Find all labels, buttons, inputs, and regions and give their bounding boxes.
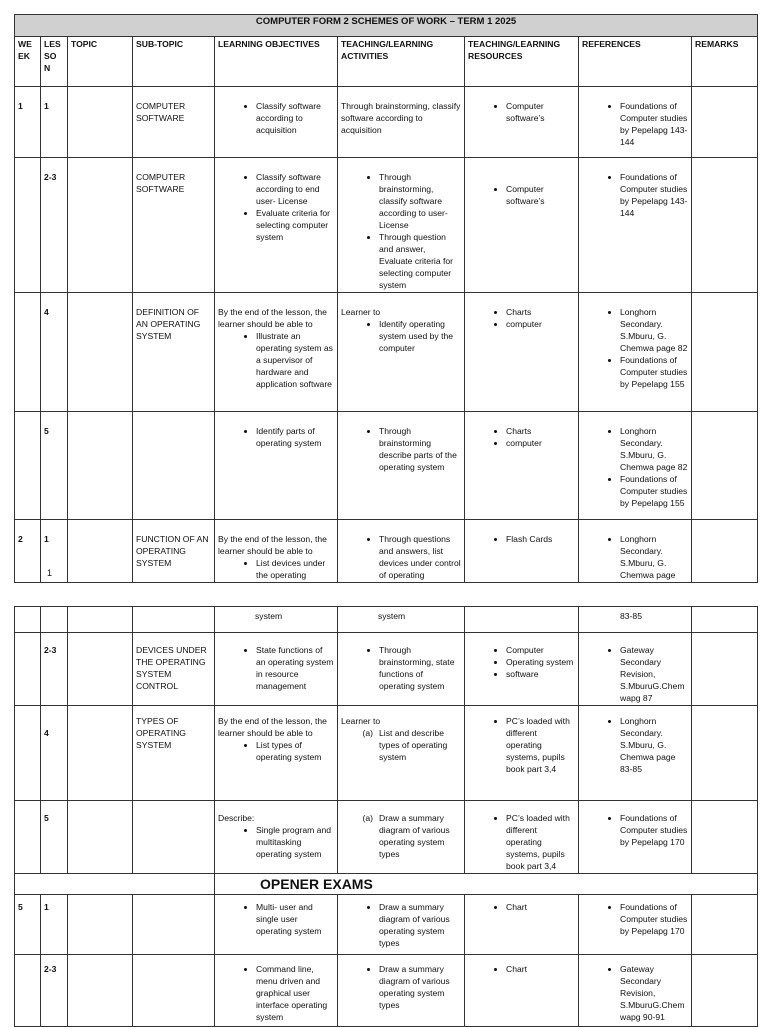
objectives-cell [215, 895, 338, 955]
list-item: • Foundations of Computer studies by Pepelapg 155 [620, 473, 688, 509]
scheme-table-page-1 [14, 14, 758, 583]
table-row [15, 607, 758, 633]
resources-cell [465, 633, 579, 706]
remarks-cell [692, 955, 758, 1027]
resources-cell [465, 520, 579, 583]
remarks-cell [692, 801, 758, 874]
subtopic-cell [133, 607, 215, 633]
activities-cell [338, 895, 465, 955]
list-marker: (a) [362, 728, 373, 738]
week-cell [15, 158, 41, 293]
topic-cell [68, 706, 133, 801]
references-cell [579, 706, 692, 801]
remarks-cell [692, 412, 758, 520]
activities-cell [338, 955, 465, 1027]
list-item: • Through brainstorming describe parts of the operating system [379, 425, 461, 473]
header-subtopic: SUB-TOPIC [133, 37, 215, 87]
activities-cell [338, 520, 465, 583]
objectives-cell [215, 293, 338, 412]
list-item: • Computer software’s [506, 100, 575, 124]
header-references: REFERENCES [579, 37, 692, 87]
list-item: • Identify parts of operating system [256, 425, 334, 449]
table-row [15, 87, 758, 158]
week-cell [15, 412, 41, 520]
banner-spacer [15, 874, 215, 895]
resources-cell [465, 293, 579, 412]
remarks-cell [692, 607, 758, 633]
list-item: • Multi- user and single user operating system [256, 901, 334, 937]
activities-cell [338, 412, 465, 520]
remarks-cell [692, 158, 758, 293]
week-cell [15, 607, 41, 633]
lesson-cell: 2-3 [41, 158, 68, 293]
subtopic-cell: DEVICES UNDER THE OPERATING SYSTEM CONTROL [133, 633, 215, 706]
subtopic-cell [133, 895, 215, 955]
subtopic-cell: DEFINITION OF AN OPERATING SYSTEM [133, 293, 215, 412]
activities-cell: system [338, 607, 465, 633]
list-item: • Gateway Secondary Revision, S.MburuG.Chemwapg 90-91 [620, 963, 688, 1023]
lesson-cell: 2-3 [41, 633, 68, 706]
activities-cell [338, 87, 465, 158]
lesson-cell: 2-3 [41, 955, 68, 1027]
lesson-cell: 4 [41, 293, 68, 412]
activities-intro: Learner to [341, 307, 381, 317]
header-lesson: LES SO N [41, 37, 68, 87]
week-cell [15, 633, 41, 706]
list-item: • computer [506, 437, 575, 449]
references-cell [579, 633, 692, 706]
resources-cell [465, 955, 579, 1027]
list-item: • Foundations of Computer studies by Pepelapg 143-144 [620, 100, 688, 148]
list-item: Draw a summary diagram of various operating system types [379, 813, 450, 859]
table-row [15, 955, 758, 1027]
list-item: • Through brainstorming, classify software according to user-License [379, 171, 461, 231]
table-row [15, 158, 758, 293]
activities-cell [338, 706, 465, 801]
resources-cell [465, 158, 579, 293]
week-cell [15, 955, 41, 1027]
remarks-cell [692, 87, 758, 158]
lesson-cell: 1 [41, 520, 68, 583]
subtopic-cell: TYPES OF OPERATING SYSTEM [133, 706, 215, 801]
list-item: • List types of operating system [256, 739, 334, 763]
topic-cell [68, 520, 133, 583]
list-item: • Longhorn Secondary. S.Mburu, G. Chemwa page 82 [620, 425, 688, 473]
references-cell [579, 158, 692, 293]
lesson-cell [41, 607, 68, 633]
table-row [15, 520, 758, 583]
list-item: • Evaluate criteria for selecting computer system [256, 207, 334, 243]
list-item: • Draw a summary diagram of various operating system types [379, 963, 461, 1011]
list-item: • Computer [506, 644, 575, 656]
resources-cell [465, 607, 579, 633]
remarks-cell [692, 520, 758, 583]
references-cell [579, 293, 692, 412]
header-week: WE EK [15, 37, 41, 87]
objectives-cell [215, 633, 338, 706]
subtopic-cell: COMPUTER SOFTWARE [133, 87, 215, 158]
objectives-cell: system [215, 607, 338, 633]
references-cell [579, 87, 692, 158]
scheme-title: COMPUTER FORM 2 SCHEMES OF WORK – TERM 1 2025 [15, 15, 758, 37]
objectives-intro: By the end of the lesson, the learner should be able to [218, 716, 327, 738]
activities-cell [338, 293, 465, 412]
exam-banner-row [15, 874, 758, 895]
lesson-cell: 1 [41, 87, 68, 158]
topic-cell [68, 158, 133, 293]
header-objectives: LEARNING OBJECTIVES [215, 37, 338, 87]
list-item: • Foundations of Computer studies by Pepelapg 155 [620, 354, 688, 390]
header-activities: TEACHING/LEARNING ACTIVITIES [338, 37, 465, 87]
resources-cell [465, 895, 579, 955]
list-item: • Through questions and answers, list devices under control of operating [379, 533, 461, 581]
list-item: • Draw a summary diagram of various operating system types [379, 901, 461, 949]
activities-cell [338, 633, 465, 706]
resources-cell [465, 412, 579, 520]
list-item: • Operating system [506, 656, 575, 668]
lesson-cell: 1 [41, 895, 68, 955]
references-cell [579, 520, 692, 583]
list-item: • Gateway Secondary Revision, S.MburuG.Chemwapg 87 [620, 644, 688, 704]
list-item: • Command line, menu driven and graphical user interface operating system [256, 963, 334, 1023]
list-item: • Foundations of Computer studies by Pepelapg 170 [620, 901, 688, 937]
subtopic-cell [133, 412, 215, 520]
activities-cell [338, 158, 465, 293]
list-item: • Charts [506, 306, 575, 318]
table-row [15, 801, 758, 874]
list-item: • Classify software according to end user- License [256, 171, 334, 207]
list-item: • State functions of an operating system in resource management [256, 644, 334, 692]
list-item: • software [506, 668, 575, 680]
topic-cell [68, 293, 133, 412]
objectives-cell [215, 801, 338, 874]
list-item: • Foundations of Computer studies by Pepelapg 170 [620, 812, 688, 848]
header-remarks: REMARKS [692, 37, 758, 87]
topic-cell [68, 801, 133, 874]
week-cell: 5 [15, 895, 41, 955]
list-item: • Chart [506, 901, 575, 913]
subtopic-cell [133, 801, 215, 874]
table-row [15, 633, 758, 706]
remarks-cell [692, 293, 758, 412]
resources-cell [465, 706, 579, 801]
list-item: • Through brainstorming, state functions of operating system [379, 644, 461, 692]
list-item: • Chart [506, 963, 575, 975]
list-item: • Illustrate an operating system as a supervisor of hardware and application software [256, 330, 334, 390]
list-item: • List devices under the operating [256, 557, 334, 581]
objectives-cell [215, 412, 338, 520]
topic-cell [68, 87, 133, 158]
list-item: List and describe types of operating system [379, 728, 448, 762]
subtopic-cell: COMPUTER SOFTWARE [133, 158, 215, 293]
topic-cell [68, 607, 133, 633]
activity-text: Through brainstorming, classify software according to acquisition [341, 101, 461, 135]
resources-cell [465, 801, 579, 874]
list-item: • Flash Cards [506, 533, 575, 545]
list-item: • Longhorn Secondary. S.Mburu, G. Chemwa page 82 [620, 306, 688, 354]
lesson-cell: 5 [41, 412, 68, 520]
list-item: • Classify software according to acquisition [256, 100, 334, 136]
week-cell [15, 706, 41, 801]
objectives-intro: By the end of the lesson, the learner should be able to [218, 307, 327, 329]
page-number: 1 [47, 568, 53, 578]
header-row [15, 37, 758, 87]
list-item: • Computer software’s [506, 183, 575, 207]
activities-cell [338, 801, 465, 874]
list-item: • Identify operating system used by the computer [379, 318, 461, 354]
topic-cell [68, 955, 133, 1027]
lesson-cell: 5 [41, 801, 68, 874]
header-resources: TEACHING/LEARNING RESOURCES [465, 37, 579, 87]
list-item: • Single program and multitasking operating system [256, 824, 334, 860]
week-cell [15, 293, 41, 412]
objectives-intro: Describe: [218, 813, 255, 823]
list-marker: (a) [362, 813, 373, 823]
resources-cell [465, 87, 579, 158]
objectives-cell [215, 955, 338, 1027]
table-row [15, 706, 758, 801]
topic-cell [68, 633, 133, 706]
remarks-cell [692, 706, 758, 801]
list-item: • PC’s loaded with different operating systems, pupils book part 3,4 [506, 812, 575, 872]
references-cell: 83-85 [579, 607, 692, 633]
activities-intro: Learner to [341, 716, 381, 726]
objectives-intro: By the end of the lesson, the learner should be able to [218, 534, 327, 556]
references-cell [579, 412, 692, 520]
table-row [15, 412, 758, 520]
subtopic-cell: FUNCTION OF AN OPERATING SYSTEM [133, 520, 215, 583]
list-item: • Foundations of Computer studies by Pepelapg 143-144 [620, 171, 688, 219]
remarks-cell [692, 895, 758, 955]
objectives-cell [215, 87, 338, 158]
topic-cell [68, 412, 133, 520]
week-cell: 2 [15, 520, 41, 583]
subtopic-cell [133, 955, 215, 1027]
table-row [15, 293, 758, 412]
header-topic: TOPIC [68, 37, 133, 87]
lesson-cell: 4 [41, 706, 68, 801]
list-item: • Through question and answer, Evaluate criteria for selecting computer system [379, 231, 461, 291]
list-item: • Longhorn Secondary. S.Mburu, G. Chemwa page 83-85 [620, 715, 688, 775]
table-row [15, 895, 758, 955]
week-cell [15, 801, 41, 874]
scheme-table-page-2 [14, 606, 758, 1027]
references-cell [579, 801, 692, 874]
references-cell [579, 955, 692, 1027]
remarks-cell [692, 633, 758, 706]
references-cell [579, 895, 692, 955]
week-cell: 1 [15, 87, 41, 158]
exam-banner: OPENER EXAMS [215, 874, 758, 895]
objectives-cell [215, 158, 338, 293]
topic-cell [68, 895, 133, 955]
list-item: • computer [506, 318, 575, 330]
list-item: • PC’s loaded with different operating systems, pupils book part 3,4 [506, 715, 575, 775]
list-item: • Longhorn Secondary. S.Mburu, G. Chemwa page [620, 533, 688, 581]
objectives-cell [215, 520, 338, 583]
list-item: • Charts [506, 425, 575, 437]
objectives-cell [215, 706, 338, 801]
